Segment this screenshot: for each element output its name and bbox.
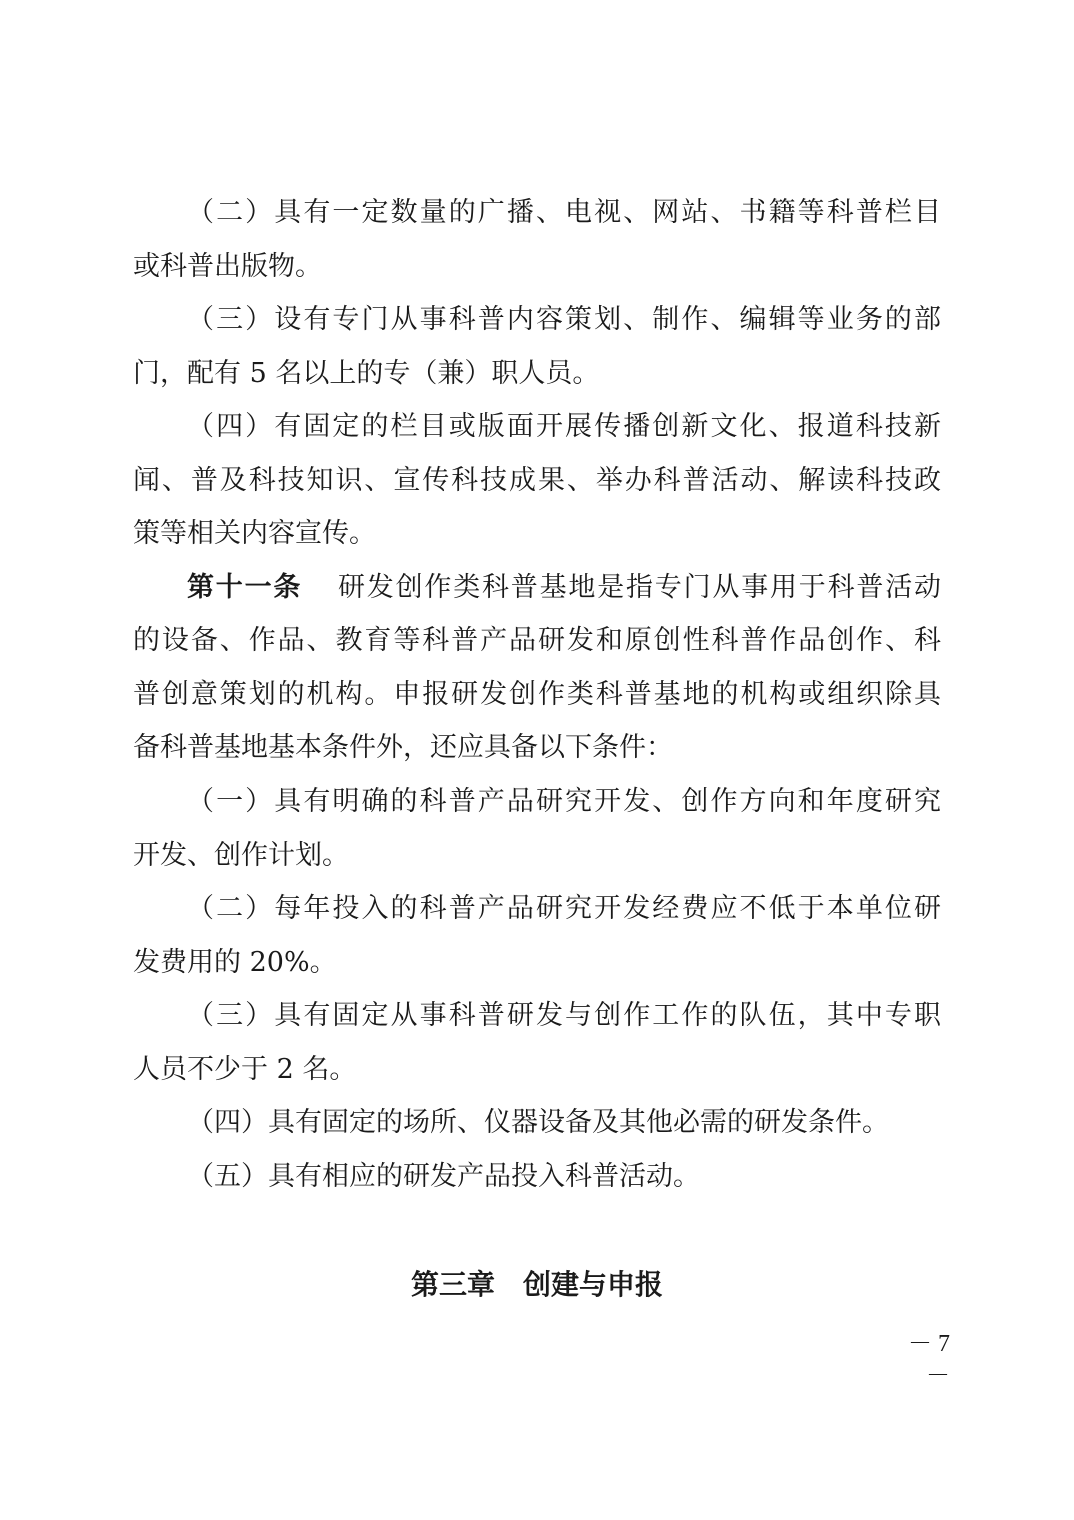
- article-text: 研发创作类科普基地是指专门从事用于科普活动: [336, 572, 941, 603]
- paragraph-line: （五）具有相应的研发产品投入科普活动。: [187, 1161, 700, 1192]
- paragraph-line: （三）具有固定从事科普研发与创作工作的队伍，其中专职: [187, 1000, 941, 1031]
- paragraph-line: （三）设有专门从事科普内容策划、制作、编辑等业务的部: [187, 304, 941, 335]
- paragraph-line: 门，配有 5 名以上的专（兼）职人员。: [133, 358, 600, 389]
- paragraph-line: 发费用的 20%。: [133, 947, 337, 978]
- paragraph-line: 备科普基地基本条件外，还应具备以下条件：: [133, 732, 673, 763]
- chapter-heading: 第三章 创建与申报: [410, 1268, 663, 1301]
- paragraph-line: 的设备、作品、教育等科普产品研发和原创性科普作品创作、科: [133, 625, 941, 656]
- paragraph-line: 策等相关内容宣传。: [133, 518, 376, 549]
- paragraph-line: 普创意策划的机构。申报研发创作类科普基地的机构或组织除具: [133, 679, 941, 710]
- paragraph-line: 闻、普及科技知识、宣传科技成果、举办科普活动、解读科技政: [133, 465, 941, 496]
- paragraph-line: 开发、创作计划。: [133, 840, 349, 871]
- paragraph-line: （二）具有一定数量的广播、电视、网站、书籍等科普栏目: [187, 197, 941, 228]
- article-first-line: [187, 570, 941, 606]
- paragraph-line: （四）具有固定的场所、仪器设备及其他必需的研发条件。: [187, 1107, 889, 1138]
- paragraph-line: （一）具有明确的科普产品研究开发、创作方向和年度研究: [187, 786, 941, 817]
- paragraph-line: 或科普出版物。: [133, 251, 322, 282]
- article-label: 第十一条: [187, 572, 303, 603]
- paragraph-line: （四）有固定的栏目或版面开展传播创新文化、报道科技新: [187, 411, 941, 442]
- paragraph-line: 人员不少于 2 名。: [133, 1054, 357, 1085]
- page-number: － 7 －: [908, 1331, 950, 1389]
- paragraph-line: （二）每年投入的科普产品研究开发经费应不低于本单位研: [187, 893, 941, 924]
